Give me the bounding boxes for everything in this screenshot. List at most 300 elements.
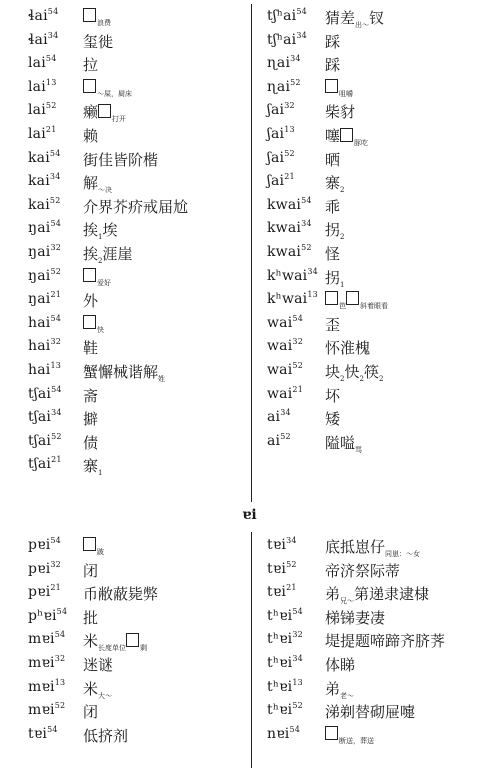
characters: 街佳皆阶楷 bbox=[83, 150, 159, 169]
entry-row bbox=[28, 218, 248, 242]
pronunciation bbox=[267, 409, 291, 425]
characters: 赖 bbox=[83, 126, 99, 145]
characters: 寨 bbox=[325, 174, 341, 193]
tone-number: 21 bbox=[51, 455, 62, 465]
entry-row bbox=[28, 171, 248, 195]
entry-row bbox=[28, 535, 248, 559]
entry-row bbox=[28, 53, 248, 77]
gloss bbox=[325, 607, 385, 628]
syllable: mɐi bbox=[28, 631, 55, 648]
pronunciation bbox=[267, 433, 291, 449]
entry-row bbox=[28, 606, 248, 630]
characters: 米 bbox=[83, 679, 99, 698]
entry-row bbox=[267, 407, 495, 431]
gloss bbox=[325, 654, 355, 675]
gloss bbox=[83, 314, 104, 335]
gloss bbox=[83, 290, 98, 311]
entry-row bbox=[267, 582, 495, 606]
characters: 玺徙 bbox=[83, 32, 114, 51]
syllable: mɐi bbox=[28, 702, 55, 719]
pronunciation bbox=[28, 102, 57, 118]
characters: 怀淮槐 bbox=[325, 339, 371, 358]
tone-number: 52 bbox=[54, 701, 66, 711]
upper-left-column bbox=[28, 6, 248, 478]
entry-row bbox=[267, 124, 495, 148]
entry-row bbox=[28, 124, 248, 148]
gloss bbox=[83, 583, 158, 604]
characters: 介界芥疥戒届尬 bbox=[83, 197, 189, 216]
syllable: pɐi bbox=[28, 537, 51, 553]
characters: 挨 bbox=[83, 244, 99, 263]
missing-character-box bbox=[83, 79, 96, 93]
syllable: ʃai bbox=[267, 102, 285, 119]
missing-character-box bbox=[83, 315, 96, 329]
characters: 钗 bbox=[369, 9, 385, 27]
pronunciation bbox=[267, 291, 318, 307]
annotation: 2 bbox=[340, 374, 345, 383]
entry-row bbox=[28, 313, 248, 337]
tone-number: 32 bbox=[292, 337, 304, 347]
characters: 歪 bbox=[325, 315, 341, 334]
pronunciation bbox=[28, 126, 57, 142]
pronunciation bbox=[28, 268, 61, 284]
characters: 低挤剂 bbox=[83, 726, 129, 745]
characters: 弟 bbox=[325, 585, 341, 604]
characters: 币敝蔽毙弊 bbox=[83, 585, 159, 604]
gloss bbox=[83, 560, 98, 581]
pronunciation bbox=[28, 679, 65, 695]
entry-row bbox=[28, 629, 248, 653]
characters: 寨 bbox=[83, 457, 99, 476]
syllable: mɐi bbox=[28, 678, 55, 695]
tone-number: 54 bbox=[296, 7, 307, 16]
syllable: ʃai bbox=[267, 173, 285, 190]
tone-number: 54 bbox=[51, 384, 62, 394]
tone-number: 34 bbox=[292, 653, 303, 663]
gloss bbox=[325, 583, 429, 606]
pronunciation bbox=[28, 537, 61, 553]
pronunciation bbox=[267, 561, 297, 577]
entry-row bbox=[267, 313, 495, 337]
characters: 晒 bbox=[325, 150, 341, 169]
characters: 债 bbox=[83, 433, 99, 452]
gloss bbox=[325, 432, 362, 455]
annotation: 长度单位 bbox=[98, 644, 127, 653]
characters: 蟹懈械谐解 bbox=[83, 362, 159, 381]
entry-row bbox=[28, 724, 248, 748]
syllable: tʃai bbox=[28, 432, 52, 449]
pronunciation bbox=[267, 315, 303, 331]
pronunciation bbox=[267, 584, 297, 600]
gloss bbox=[325, 101, 355, 122]
pronunciation bbox=[28, 456, 62, 472]
missing-character-box bbox=[325, 291, 338, 305]
syllable: tʃʰai bbox=[267, 8, 297, 24]
tone-number: 21 bbox=[50, 290, 62, 300]
annotation: 断送，葬送 bbox=[339, 736, 374, 745]
missing-character-box bbox=[83, 537, 96, 551]
pronunciation bbox=[267, 679, 303, 695]
tone-number: 54 bbox=[50, 536, 61, 545]
syllable: kai bbox=[28, 149, 50, 166]
entry-row bbox=[267, 77, 495, 101]
entry-row bbox=[28, 431, 248, 455]
tone-number: 52 bbox=[51, 431, 62, 441]
characters: 迷谜 bbox=[83, 655, 114, 674]
section-title: ɐi bbox=[242, 507, 257, 523]
syllable: tɐi bbox=[267, 584, 287, 601]
syllable: tʰɐi bbox=[267, 702, 293, 719]
syllable: ʃai bbox=[267, 149, 285, 166]
tone-number: 34 bbox=[286, 536, 297, 545]
syllable: lai bbox=[28, 78, 46, 95]
syllable: pɐi bbox=[28, 560, 51, 577]
entry-row bbox=[267, 218, 495, 242]
characters: 乖 bbox=[325, 197, 341, 216]
syllable: tɐi bbox=[28, 725, 48, 742]
syllable: pʰɐi bbox=[28, 607, 57, 624]
annotation: ～屎，屙床 bbox=[97, 89, 132, 98]
missing-character-box bbox=[83, 8, 96, 22]
syllable: hai bbox=[28, 314, 51, 331]
syllable: tʰɐi bbox=[267, 607, 293, 624]
tone-number: 54 bbox=[50, 313, 62, 323]
characters: 闭 bbox=[83, 561, 99, 580]
pronunciation bbox=[267, 197, 312, 213]
syllable: kwai bbox=[267, 220, 302, 237]
tone-number: 21 bbox=[286, 583, 297, 593]
characters: 噻 bbox=[325, 126, 341, 145]
tone-number: 32 bbox=[292, 630, 303, 640]
gloss bbox=[83, 172, 112, 195]
characters: 拉 bbox=[83, 56, 99, 75]
gloss bbox=[325, 314, 340, 335]
pronunciation bbox=[267, 220, 312, 236]
pronunciation bbox=[267, 244, 312, 260]
syllable: lai bbox=[28, 102, 46, 119]
tone-number: 52 bbox=[49, 195, 61, 205]
syllable: kai bbox=[28, 196, 50, 213]
pronunciation bbox=[28, 584, 61, 600]
entry-row bbox=[28, 559, 248, 583]
pronunciation bbox=[28, 197, 61, 213]
pronunciation bbox=[267, 702, 303, 718]
syllable: kwai bbox=[267, 243, 302, 260]
annotation: 姓 bbox=[158, 374, 166, 383]
entry-row bbox=[28, 30, 248, 54]
gloss bbox=[325, 54, 340, 75]
annotation: 浪费 bbox=[97, 19, 111, 27]
annotation: 快 bbox=[97, 325, 104, 334]
entry-row bbox=[267, 6, 495, 30]
tone-number: 52 bbox=[290, 77, 301, 87]
pronunciation bbox=[267, 655, 303, 671]
characters: 米 bbox=[83, 632, 99, 651]
syllable: wai bbox=[267, 385, 293, 402]
tone-number: 52 bbox=[292, 701, 303, 711]
characters: 柴豺 bbox=[325, 103, 356, 122]
tone-number: 54 bbox=[50, 219, 62, 229]
entry-row bbox=[267, 171, 495, 195]
entry-row bbox=[28, 653, 248, 677]
characters: 外 bbox=[83, 292, 99, 311]
gloss bbox=[325, 385, 340, 406]
tone-number: 52 bbox=[50, 266, 62, 276]
annotation: 咀嚼 bbox=[339, 89, 353, 98]
entry-row bbox=[267, 677, 495, 701]
tone-number: 52 bbox=[301, 242, 312, 252]
gloss bbox=[83, 78, 132, 99]
entry-row bbox=[267, 629, 495, 653]
pronunciation bbox=[267, 338, 303, 354]
annotation: 爱好 bbox=[97, 278, 111, 287]
syllable: pɐi bbox=[28, 584, 51, 601]
syllable: ɳai bbox=[267, 78, 291, 95]
gloss bbox=[325, 536, 420, 559]
gloss bbox=[83, 243, 133, 265]
tone-number: 52 bbox=[292, 360, 304, 370]
pronunciation bbox=[267, 150, 295, 166]
pronunciation bbox=[267, 537, 297, 553]
characters: 坏 bbox=[325, 386, 341, 405]
tone-number: 54 bbox=[47, 724, 58, 734]
entry-row bbox=[267, 289, 495, 313]
entry-row bbox=[267, 559, 495, 583]
pronunciation bbox=[267, 631, 303, 647]
pronunciation bbox=[28, 220, 61, 236]
pronunciation bbox=[28, 244, 61, 260]
entry-row bbox=[267, 606, 495, 630]
characters: 擗 bbox=[83, 410, 99, 429]
entry-row bbox=[267, 53, 495, 77]
lower-column-divider bbox=[251, 532, 252, 768]
entry-row bbox=[28, 700, 248, 724]
tone-number: 52 bbox=[284, 148, 295, 158]
tone-number: 13 bbox=[54, 677, 66, 687]
entry-row bbox=[28, 360, 248, 384]
entry-row bbox=[28, 336, 248, 360]
pronunciation bbox=[28, 433, 62, 449]
entry-row bbox=[267, 431, 495, 455]
entry-row bbox=[28, 677, 248, 701]
characters: 涕剃替砌屉嚏 bbox=[325, 703, 416, 722]
annotation: 2 bbox=[378, 374, 384, 383]
syllable: ɳai bbox=[267, 55, 291, 72]
pronunciation bbox=[28, 561, 61, 577]
entry-row bbox=[28, 77, 248, 101]
annotation: 1 bbox=[98, 233, 103, 242]
tone-number: 54 bbox=[292, 313, 304, 323]
entry-row bbox=[267, 242, 495, 266]
gloss bbox=[83, 337, 98, 358]
missing-character-box bbox=[325, 726, 338, 740]
characters: 隘嗌 bbox=[325, 433, 356, 452]
syllable: tʰɐi bbox=[267, 631, 293, 648]
tone-number: 21 bbox=[284, 172, 295, 182]
gloss bbox=[325, 560, 400, 581]
pronunciation bbox=[28, 55, 57, 71]
gloss bbox=[83, 54, 98, 75]
gloss bbox=[325, 31, 340, 52]
pronunciation bbox=[28, 608, 67, 624]
annotation: 2 bbox=[340, 186, 345, 195]
lower-right-column bbox=[267, 535, 495, 747]
tone-number: 32 bbox=[50, 559, 61, 569]
syllable: tʃai bbox=[28, 409, 52, 426]
tone-number: 21 bbox=[45, 124, 57, 134]
gloss bbox=[83, 725, 128, 746]
annotation: 出～ bbox=[355, 21, 370, 29]
gloss bbox=[83, 7, 111, 28]
pronunciation bbox=[267, 173, 295, 189]
tone-number: 52 bbox=[280, 431, 291, 441]
entry-row bbox=[28, 454, 248, 478]
characters: 块 bbox=[325, 362, 341, 381]
gloss bbox=[325, 219, 344, 241]
gloss bbox=[83, 149, 158, 170]
entry-row bbox=[28, 195, 248, 219]
gloss bbox=[83, 432, 98, 453]
tone-number: 34 bbox=[296, 30, 307, 40]
pronunciation bbox=[267, 79, 301, 95]
gloss bbox=[83, 196, 188, 217]
gloss bbox=[83, 361, 165, 384]
tone-number: 34 bbox=[280, 408, 291, 418]
syllable: tʰɐi bbox=[267, 654, 293, 671]
syllable: lai bbox=[28, 125, 46, 142]
annotation: 2 bbox=[359, 374, 364, 383]
characters: 拐 bbox=[325, 268, 341, 287]
tone-number: 54 bbox=[49, 148, 61, 158]
characters: 帝济祭际蒂 bbox=[325, 561, 401, 580]
entry-row bbox=[267, 30, 495, 54]
tone-number: 21 bbox=[50, 583, 61, 593]
tone-number: 21 bbox=[292, 384, 304, 394]
characters: 闭 bbox=[83, 703, 99, 722]
tone-number: 32 bbox=[284, 101, 295, 111]
tone-number: 34 bbox=[301, 219, 312, 229]
pronunciation bbox=[28, 79, 57, 95]
pronunciation bbox=[28, 8, 58, 24]
characters: 解 bbox=[83, 174, 99, 193]
gloss bbox=[325, 172, 344, 194]
annotation: 2 bbox=[340, 233, 345, 242]
characters: 涯崖 bbox=[102, 244, 133, 263]
missing-character-box bbox=[346, 291, 359, 305]
characters: 第递隶逮棣 bbox=[354, 585, 430, 604]
syllable: wai bbox=[267, 338, 293, 355]
syllable: ʃai bbox=[267, 125, 285, 142]
characters: 弟 bbox=[325, 679, 341, 698]
pronunciation bbox=[28, 631, 65, 647]
gloss bbox=[325, 267, 344, 289]
annotation: 跛 bbox=[97, 548, 104, 556]
pronunciation bbox=[267, 32, 307, 48]
syllable: tʃʰai bbox=[267, 31, 297, 48]
gloss bbox=[83, 654, 113, 675]
annotation: 豚吃 bbox=[354, 138, 369, 147]
entry-row bbox=[267, 266, 495, 290]
gloss bbox=[325, 196, 340, 217]
annotation: 剩 bbox=[140, 644, 148, 653]
entry-row bbox=[267, 653, 495, 677]
gloss bbox=[325, 149, 340, 170]
missing-character-box bbox=[340, 128, 353, 142]
syllable: nɐi bbox=[267, 725, 290, 742]
upper-right-column bbox=[267, 6, 495, 454]
syllable: ɬai bbox=[28, 31, 48, 48]
entry-row bbox=[267, 700, 495, 724]
gloss bbox=[325, 125, 368, 148]
annotation: ～决 bbox=[98, 186, 113, 195]
pronunciation bbox=[267, 268, 318, 284]
pronunciation bbox=[28, 655, 65, 671]
lower-left-column bbox=[28, 535, 248, 747]
pronunciation bbox=[267, 8, 307, 24]
characters: 挨 bbox=[83, 221, 99, 240]
annotation: 斜着眼看 bbox=[360, 302, 388, 311]
annotation: 兄～ bbox=[340, 597, 355, 606]
syllable: tʃai bbox=[28, 456, 52, 473]
annotation: 笆 bbox=[339, 302, 346, 311]
syllable: tɐi bbox=[267, 537, 287, 553]
pronunciation bbox=[28, 338, 61, 354]
characters: 埃 bbox=[102, 221, 118, 240]
tone-number: 54 bbox=[45, 54, 57, 64]
pronunciation bbox=[267, 102, 295, 118]
characters: 怪 bbox=[325, 244, 341, 263]
syllable: ai bbox=[267, 432, 281, 449]
gloss bbox=[325, 678, 354, 701]
characters: 斋 bbox=[83, 386, 99, 405]
gloss bbox=[83, 607, 98, 628]
annotation: 骂 bbox=[355, 445, 363, 454]
syllable: ŋai bbox=[28, 291, 51, 308]
pronunciation bbox=[28, 702, 65, 718]
entry-row bbox=[28, 384, 248, 408]
annotation: 打开 bbox=[112, 115, 127, 124]
tone-number: 34 bbox=[307, 266, 318, 276]
tone-number: 52 bbox=[45, 101, 57, 111]
entry-row bbox=[267, 336, 495, 360]
gloss bbox=[83, 385, 98, 406]
gloss bbox=[83, 408, 98, 429]
characters: 筷 bbox=[363, 362, 379, 381]
annotation: 老～ bbox=[340, 691, 355, 700]
tone-number: 34 bbox=[47, 30, 59, 40]
gloss bbox=[83, 701, 98, 722]
missing-character-box bbox=[126, 633, 139, 647]
syllable: ŋai bbox=[28, 267, 51, 284]
pronunciation bbox=[28, 32, 58, 48]
pronunciation bbox=[267, 126, 295, 142]
tone-number: 54 bbox=[289, 724, 301, 734]
gloss bbox=[325, 361, 383, 383]
characters: 猜差 bbox=[325, 9, 356, 27]
gloss bbox=[83, 678, 112, 701]
gloss bbox=[325, 725, 374, 746]
characters: 癞 bbox=[83, 103, 99, 122]
syllable: tʃai bbox=[28, 385, 52, 402]
syllable: tɐi bbox=[267, 560, 287, 577]
gloss bbox=[325, 701, 415, 722]
annotation: 大～ bbox=[98, 691, 113, 700]
gloss bbox=[83, 101, 126, 124]
characters: 鞋 bbox=[83, 339, 99, 358]
characters: 底抵崽仔 bbox=[325, 538, 386, 556]
entry-row bbox=[267, 724, 495, 748]
pronunciation bbox=[28, 409, 62, 425]
